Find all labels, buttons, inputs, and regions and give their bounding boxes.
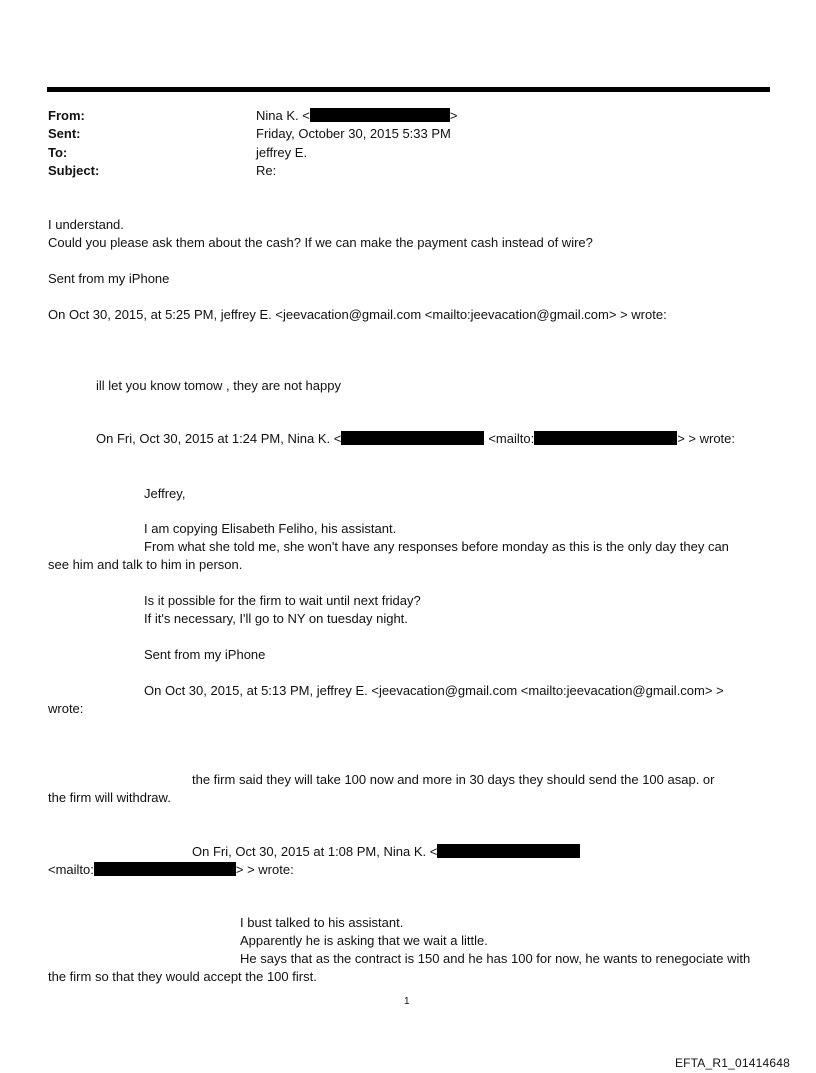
body-line: Could you please ask them about the cash? If we can make the payment cash instead of wire?	[48, 235, 593, 250]
body-line: He says that as the contract is 150 and he has 100 for now, he wants to renegociate with	[240, 951, 751, 966]
from-value	[256, 108, 457, 124]
quoted-header-text: > > wrote:	[677, 431, 736, 446]
sent-label: Sent:	[48, 126, 81, 141]
redaction-block	[94, 862, 236, 876]
subject-label: Subject:	[48, 163, 100, 178]
quoted-header	[96, 431, 735, 447]
quoted-header	[192, 844, 580, 860]
subject-value: Re:	[256, 163, 277, 178]
to-label: To:	[48, 145, 68, 160]
quoted-header-text: On Fri, Oct 30, 2015 at 1:08 PM, Nina K. <	[192, 844, 438, 859]
from-close: >	[449, 108, 458, 123]
body-line: see him and talk to him in person.	[48, 557, 243, 572]
body-line: the firm said they will take 100 now and more in 30 days they should send the 100 asap. or	[192, 772, 715, 787]
quoted-header: On Oct 30, 2015, at 5:13 PM, jeffrey E. <jeevacation@gmail.com <mailto:jeevacation@gmail.com> >	[144, 683, 724, 698]
body-line: If it's necessary, I'll go to NY on tuesday night.	[144, 611, 408, 626]
redaction-block	[437, 844, 580, 858]
body-line: I bust talked to his assistant.	[240, 915, 404, 930]
body-line: From what she told me, she won't have any responses before monday as this is the only day they can	[144, 539, 729, 554]
mailto-text: <mailto:	[48, 862, 94, 877]
quoted-header	[48, 862, 294, 878]
body-line: I understand.	[48, 217, 124, 232]
from-label: From:	[48, 108, 85, 123]
quoted-header: On Oct 30, 2015, at 5:25 PM, jeffrey E. <jeevacation@gmail.com <mailto:jeevacation@gmail.com> > wrote:	[48, 307, 667, 322]
body-line: the firm so that they would accept the 100 first.	[48, 969, 317, 984]
quoted-header: wrote:	[48, 701, 84, 716]
body-line: Apparently he is asking that we wait a little.	[240, 933, 488, 948]
quoted-header-text: On Fri, Oct 30, 2015 at 1:24 PM, Nina K. <	[96, 431, 342, 446]
body-line: the firm will withdraw.	[48, 790, 171, 805]
body-line: Sent from my iPhone	[48, 271, 170, 286]
mailto-text: <mailto:	[488, 431, 535, 446]
page-number: 1	[404, 996, 410, 1007]
quoted-header-text: > > wrote:	[235, 862, 294, 877]
sent-value: Friday, October 30, 2015 5:33 PM	[256, 126, 451, 141]
body-line: I am copying Elisabeth Feliho, his assistant.	[144, 521, 397, 536]
body-line: ill let you know tomow , they are not happy	[96, 378, 341, 393]
document-id: EFTA_R1_01414648	[674, 1056, 790, 1070]
redaction-block	[341, 431, 484, 445]
to-value: jeffrey E.	[256, 145, 308, 160]
body-line: Sent from my iPhone	[144, 647, 266, 662]
from-name: Nina K. <	[256, 108, 310, 123]
redaction-block	[534, 431, 677, 445]
header-rule	[47, 87, 770, 92]
body-line: Jeffrey,	[144, 486, 186, 501]
body-line: Is it possible for the firm to wait until next friday?	[144, 593, 421, 608]
redaction-block	[310, 108, 450, 122]
